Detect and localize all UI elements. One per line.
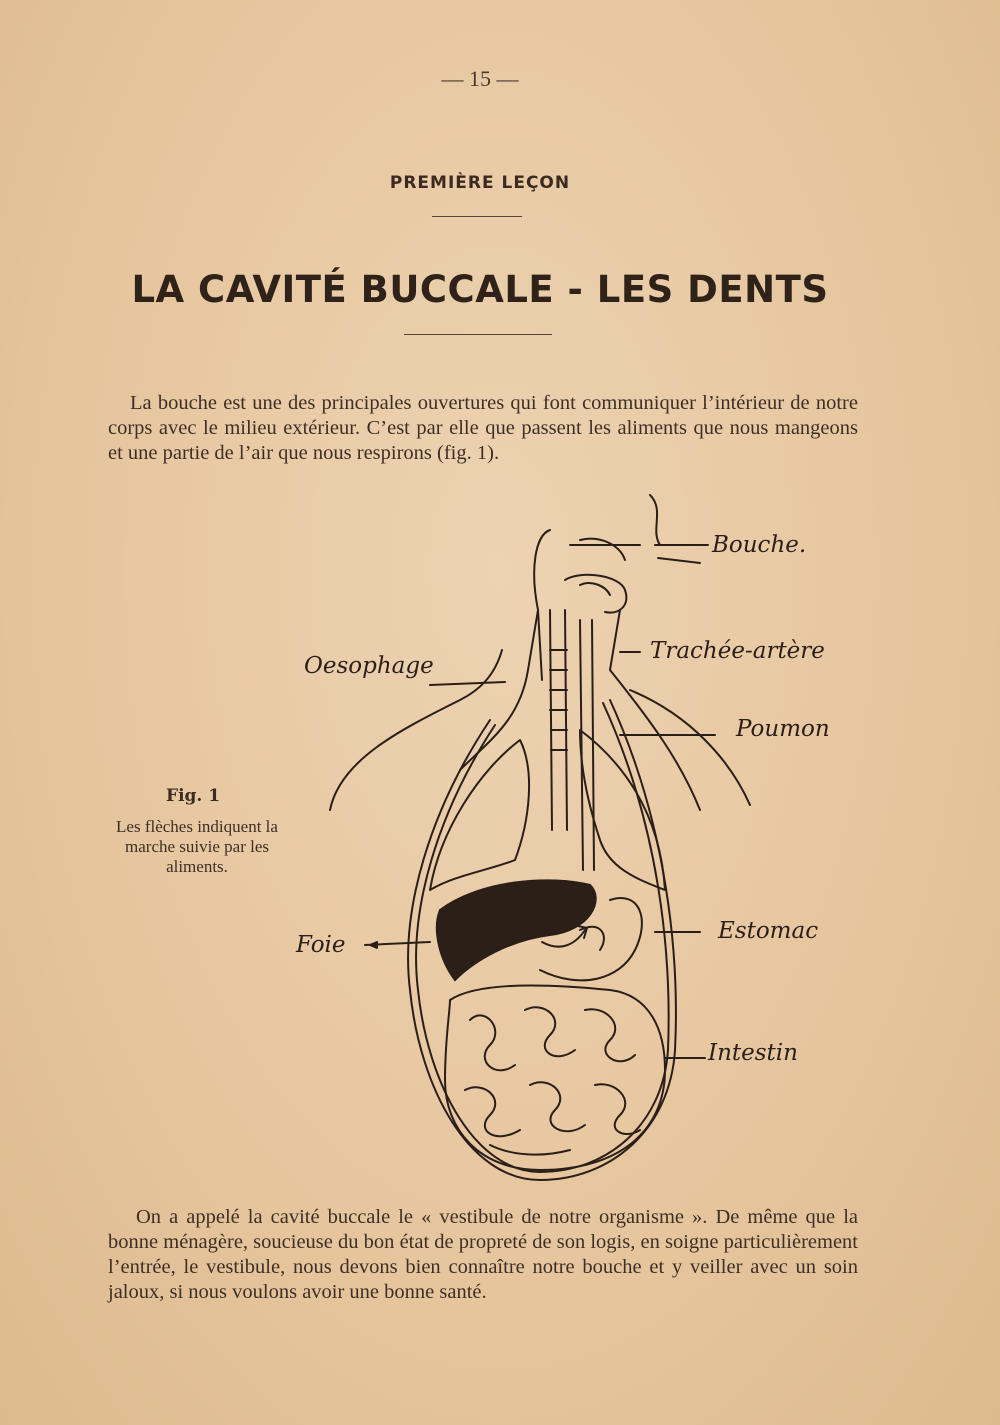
figure-title: Fig. 1 bbox=[166, 786, 221, 806]
page-number: — 15 — bbox=[441, 66, 519, 91]
intro-paragraph: La bouche est une des principales ouvertures qui font communiquer l’intérieur de notre corps avec le milieu extérieur. C’est par elle que passent les aliments que nous mangeons et une partie de l’air que nous respirons (fig. 1). bbox=[108, 392, 858, 464]
label-foie: Foie bbox=[296, 932, 346, 958]
title-divider-rule bbox=[404, 334, 552, 335]
page-title: LA CAVITÉ BUCCALE - LES DENTS bbox=[131, 268, 829, 311]
label-estomac: Estomac bbox=[718, 918, 819, 944]
label-trachee-artere: Trachée-artère bbox=[650, 638, 825, 664]
lesson-divider-rule bbox=[432, 216, 522, 217]
label-oesophage: Oesophage bbox=[304, 653, 434, 679]
label-bouche: Bouche. bbox=[712, 532, 807, 558]
figure-caption: Les flèches indiquent la marche suivie par les aliments. bbox=[116, 817, 278, 876]
liver-shape bbox=[437, 880, 596, 980]
label-poumon: Poumon bbox=[736, 716, 830, 742]
vestibule-paragraph: On a appelé la cavité buccale le « vestibule de notre organisme ». De même que la bonne ménagère, soucieuse du bon état de propreté de son logis, en soigne particulièrement l’entrée, le vestibule, nous devons bien connaître notre bouche et y veiller avec un soin jaloux, si nous voulons avoir une bonne santé. bbox=[108, 1206, 858, 1303]
digestive-system-illustration bbox=[280, 490, 880, 1190]
label-intestin: Intestin bbox=[708, 1040, 798, 1066]
lesson-label: PREMIÈRE LEÇON bbox=[389, 173, 571, 193]
